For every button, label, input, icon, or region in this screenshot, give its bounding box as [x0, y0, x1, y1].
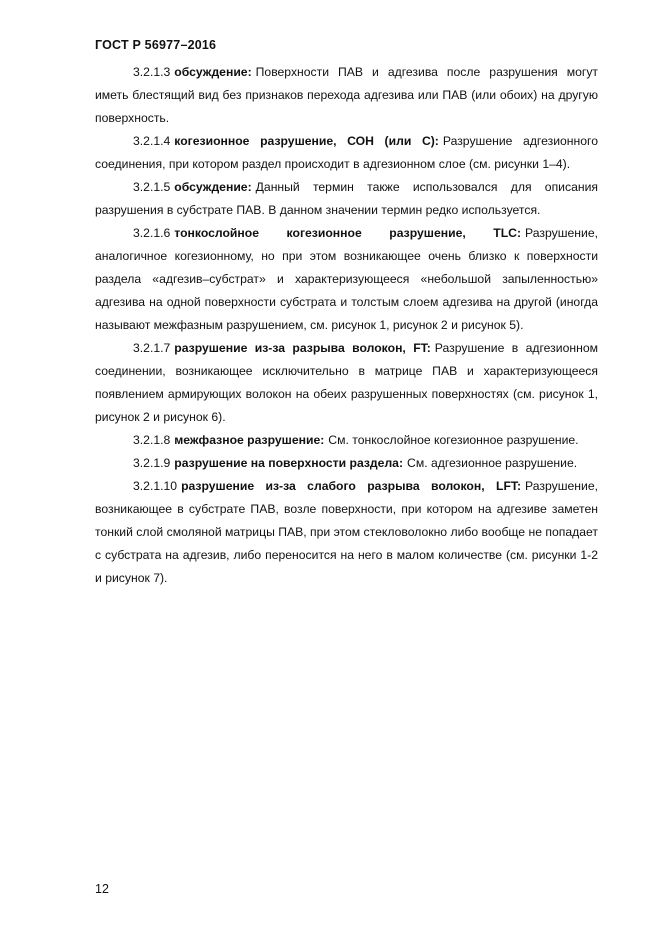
clause-term: обсуждение:	[174, 65, 252, 79]
page-number: 12	[95, 882, 109, 896]
document-header: ГОСТ Р 56977–2016	[95, 38, 217, 52]
clause-3-2-1-6	[95, 222, 598, 337]
clause-number: 3.2.1.9	[133, 456, 171, 470]
clause-number: 3.2.1.3	[133, 65, 171, 79]
clause-term: разрушение из-за слабого разрыва волокон, LFT:	[181, 479, 522, 493]
clause-number: 3.2.1.7	[133, 341, 171, 355]
clause-term: разрушение из-за разрыва волокон, FT:	[174, 341, 431, 355]
clause-text: См. тонкослойное когезионное разрушение.	[328, 433, 579, 447]
clause-3-2-1-4	[95, 130, 598, 176]
clause-number: 3.2.1.10	[133, 479, 178, 493]
clause-text: Разрушение в адгезионном соединении, возникающее исключительно в матрице ПАВ и характеризующееся появлением армирующих волокон на обеих разрушенных поверхностях (см. рисунок 1, рисунок 2 и рисунок 6).	[95, 341, 598, 424]
clause-text: Данный термин также использовался для описания разрушения в субстрате ПАВ. В данном значении термин редко используется.	[95, 180, 598, 217]
clause-term: межфазное разрушение:	[174, 433, 325, 447]
clause-3-2-1-9	[95, 452, 598, 475]
clause-3-2-1-10	[95, 475, 598, 590]
clause-term: обсуждение:	[174, 180, 252, 194]
clause-number: 3.2.1.5	[133, 180, 171, 194]
clause-number: 3.2.1.4	[133, 134, 171, 148]
clause-term: тонкослойное когезионное разрушение, TLC:	[174, 226, 522, 240]
clause-3-2-1-8	[95, 429, 598, 452]
document-body	[95, 61, 598, 590]
clause-text: Разрушение, возникающее в субстрате ПАВ, возле поверхности, при котором на адгезиве заметен тонкий слой смоляной матрицы ПАВ, при этом стекловолокно либо вообще не попадает с субстрата на адгезив, либо переносится на него в малом количестве (см. рисунки 1-2 и рисунок 7).	[95, 479, 598, 585]
clause-3-2-1-3	[95, 61, 598, 130]
clause-text: Поверхности ПАВ и адгезива после разрушения могут иметь блестящий вид без признаков перехода адгезива или ПАВ (или обоих) на другую поверхность.	[95, 65, 598, 125]
clause-3-2-1-7	[95, 337, 598, 429]
clause-text: См. адгезионное разрушение.	[407, 456, 578, 470]
clause-3-2-1-5	[95, 176, 598, 222]
clause-number: 3.2.1.6	[133, 226, 171, 240]
clause-text: Разрушение адгезионного соединения, при котором раздел происходит в адгезионном слое (см. рисунки 1–4).	[95, 134, 598, 171]
clause-term: когезионное разрушение, СОН (или С):	[174, 134, 439, 148]
clause-term: разрушение на поверхности раздела:	[174, 456, 404, 470]
clause-text: Разрушение, аналогичное когезионному, но при этом возникающее очень близко к поверхности раздела «адгезив–субстрат» и характеризующееся «небольшой запыленностью» адгезива на одной поверхности субстрата и толстым слоем адгезива на другой (иногда называют межфазным разрушением, см. рисунок 1, рисунок 2 и рисунок 5).	[95, 226, 598, 332]
clause-number: 3.2.1.8	[133, 433, 171, 447]
